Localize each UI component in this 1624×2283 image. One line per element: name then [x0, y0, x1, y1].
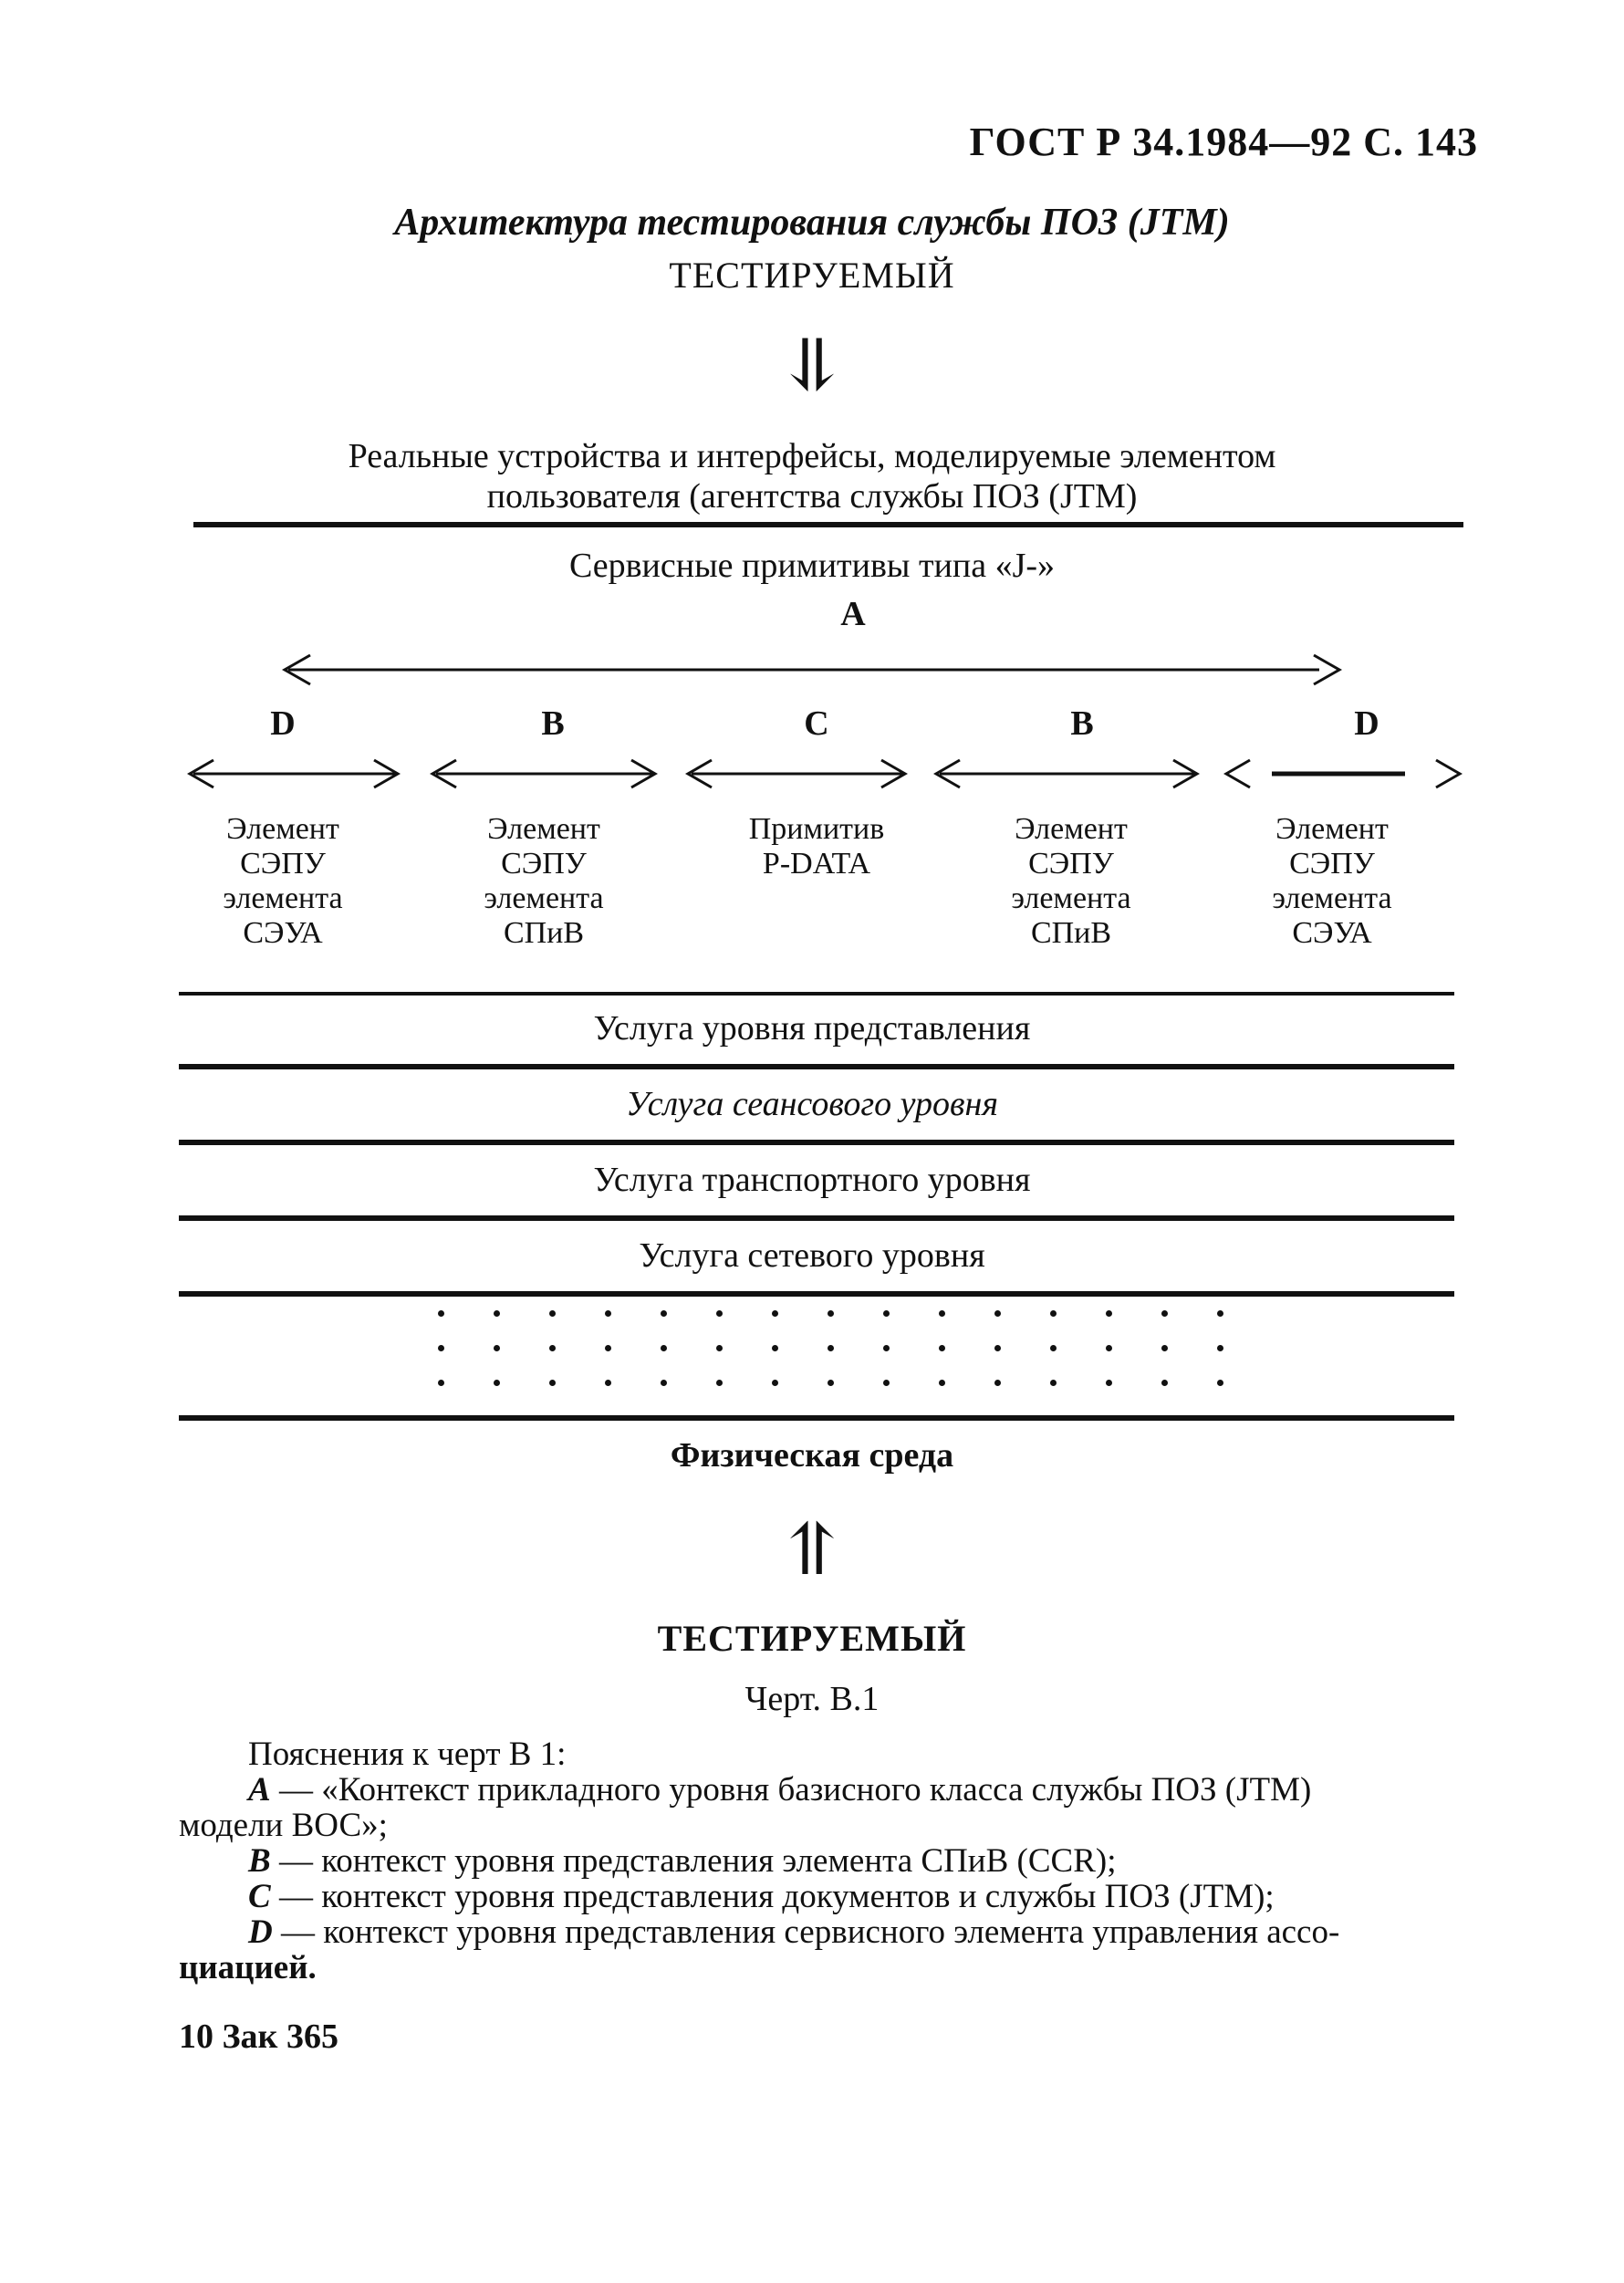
divider-layer-0 — [179, 992, 1454, 996]
dot — [1161, 1380, 1168, 1386]
figure-title: Архитектура тестирования службы ПОЗ (JTM) — [394, 202, 1230, 244]
element-line: СЭУА — [243, 916, 323, 950]
context-letter-a: A — [840, 595, 866, 633]
context-letter-b-1: B — [541, 704, 565, 743]
dot — [828, 1345, 834, 1351]
dot — [994, 1345, 1001, 1351]
dot — [828, 1380, 834, 1386]
element-box-c — [707, 812, 926, 881]
dot — [716, 1380, 723, 1386]
dot — [661, 1345, 667, 1351]
element-box-b-2 — [962, 812, 1181, 951]
dot — [1106, 1310, 1112, 1317]
note-item-d — [179, 1914, 1465, 1950]
service-primitives-label: Сервисные примитивы типа «J-» — [568, 547, 1056, 585]
arrow-d-left — [190, 760, 398, 787]
layer-session: Услуга сеансового уровня — [625, 1085, 999, 1123]
footer-order: 10 Зак 365 — [179, 2017, 338, 2056]
dot — [549, 1345, 556, 1351]
element-line: Элемент — [1015, 812, 1128, 846]
dot — [1217, 1345, 1223, 1351]
dot — [716, 1310, 723, 1317]
layer-transport: Услуга транспортного уровня — [593, 1161, 1031, 1199]
double-arrow-up-icon: ⥣ — [782, 1510, 842, 1590]
note-text: — «Контекст прикладного уровня базисного класса службы ПОЗ (JTM) — [270, 1771, 1312, 1809]
context-letter-d-2: D — [1354, 704, 1379, 743]
element-line: Элемент — [1275, 812, 1389, 846]
note-cont-a: модели ВОС»; — [179, 1807, 388, 1844]
arrow-b-left — [432, 760, 655, 787]
dot — [1106, 1380, 1112, 1386]
element-line: элемента — [223, 881, 343, 915]
element-line: СЭПУ — [240, 847, 326, 881]
dot — [1161, 1345, 1168, 1351]
dot — [438, 1345, 444, 1351]
element-line: СПиВ — [503, 916, 585, 950]
note-letter: D — [248, 1913, 273, 1951]
dot — [716, 1345, 723, 1351]
dot — [883, 1380, 890, 1386]
dot — [994, 1380, 1001, 1386]
divider-layer-2 — [179, 1140, 1454, 1145]
dot — [939, 1380, 945, 1386]
dot — [939, 1345, 945, 1351]
note-item-c — [179, 1879, 1465, 1914]
divider-layer-5 — [179, 1415, 1454, 1421]
dot — [883, 1310, 890, 1317]
note-letter: A — [248, 1771, 271, 1809]
arrow-c — [688, 760, 905, 787]
context-letter-b-2: B — [1070, 704, 1094, 743]
note-letter: C — [248, 1878, 271, 1915]
double-arrow-down-icon: ⥥ — [782, 326, 842, 405]
dot — [494, 1310, 500, 1317]
dot — [1161, 1310, 1168, 1317]
element-line: элемента — [1272, 881, 1392, 915]
note-item-b — [179, 1843, 1465, 1879]
dot — [828, 1310, 834, 1317]
dot — [549, 1310, 556, 1317]
element-line: элемента — [484, 881, 604, 915]
dot — [605, 1380, 611, 1386]
note-item-a — [179, 1772, 1465, 1808]
dot — [772, 1380, 778, 1386]
divider-layer-1 — [179, 1064, 1454, 1069]
dot — [772, 1345, 778, 1351]
dot — [661, 1380, 667, 1386]
tested-label-bottom: ТЕСТИРУЕМЫЙ — [657, 1618, 967, 1659]
dot — [494, 1345, 500, 1351]
dot — [994, 1310, 1001, 1317]
dot — [1050, 1310, 1057, 1317]
element-line: СПиВ — [1030, 916, 1112, 950]
context-letter-d-1: D — [270, 704, 296, 743]
element-box-b-1 — [434, 812, 653, 951]
dot — [772, 1310, 778, 1317]
dot — [605, 1345, 611, 1351]
figure-caption: Черт. В.1 — [744, 1680, 880, 1718]
arrow-d-right — [1226, 760, 1460, 787]
element-line: СЭПУ — [1028, 847, 1114, 881]
notes-heading: Пояснения к черт В 1: — [248, 1736, 567, 1773]
dot — [939, 1310, 945, 1317]
element-line: P-DATA — [762, 847, 871, 881]
note-text: — контекст уровня представления документов и службы ПОЗ (JTM); — [270, 1878, 1275, 1915]
element-box-d-1 — [173, 812, 392, 951]
note-cont-d: циацией. — [179, 1949, 317, 1986]
arrow-a — [285, 655, 1339, 684]
element-line: СЭПУ — [501, 847, 587, 881]
tested-label-top: ТЕСТИРУЕМЫЙ — [669, 255, 955, 296]
dot — [438, 1380, 444, 1386]
element-line: СЭУА — [1292, 916, 1372, 950]
divider-layer-3 — [179, 1215, 1454, 1221]
layer-presentation: Услуга уровня представления — [593, 1009, 1031, 1048]
figure-notes — [179, 1736, 1465, 1986]
element-box-d-2 — [1223, 812, 1442, 951]
dot — [1217, 1380, 1223, 1386]
physical-medium-label: Физическая среда — [670, 1436, 954, 1475]
divider-layer-4 — [179, 1291, 1454, 1297]
note-text: — контекст уровня представления элемента СПиВ (CCR); — [270, 1842, 1117, 1880]
dot — [1050, 1345, 1057, 1351]
dot — [661, 1310, 667, 1317]
page-header: ГОСТ Р 34.1984—92 С. 143 — [969, 120, 1478, 164]
context-letter-c: C — [804, 704, 829, 743]
note-text: — контекст уровня представления сервисного элемента управления ассо- — [272, 1913, 1340, 1951]
element-line: Примитив — [748, 812, 885, 846]
element-line: элемента — [1011, 881, 1131, 915]
layer-network: Услуга сетевого уровня — [639, 1236, 985, 1275]
element-line: Элемент — [487, 812, 600, 846]
real-devices-line-2: пользователя (агентства службы ПОЗ (JTM) — [486, 477, 1138, 516]
arrow-b-right — [936, 760, 1197, 787]
dot — [1050, 1380, 1057, 1386]
real-devices-line-1: Реальные устройства и интерфейсы, моделируемые элементом — [348, 437, 1276, 475]
dot — [1217, 1310, 1223, 1317]
element-line: Элемент — [226, 812, 339, 846]
note-letter: B — [248, 1842, 271, 1880]
dot — [1106, 1345, 1112, 1351]
dot — [438, 1310, 444, 1317]
dot — [883, 1345, 890, 1351]
dot — [605, 1310, 611, 1317]
element-line: СЭПУ — [1289, 847, 1375, 881]
dot — [549, 1380, 556, 1386]
dot — [494, 1380, 500, 1386]
